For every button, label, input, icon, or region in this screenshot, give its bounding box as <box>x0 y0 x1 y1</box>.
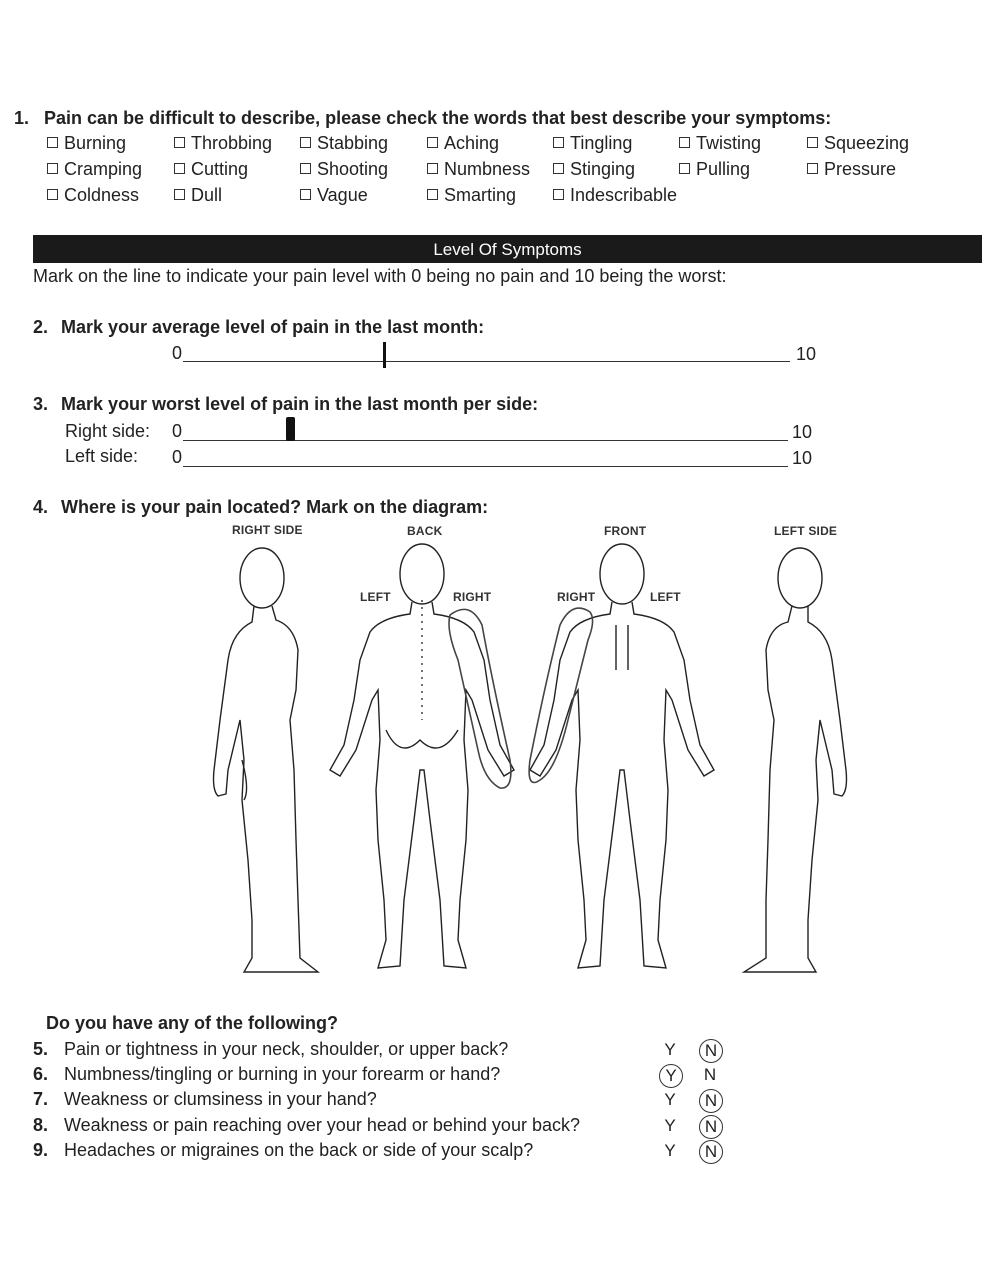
q3-number: 3. <box>33 394 49 414</box>
q1-option[interactable] <box>553 133 632 154</box>
yes-option[interactable]: Y <box>664 1141 676 1160</box>
pen-mark-back-arm <box>449 609 511 788</box>
q1-option-label: Cutting <box>191 159 249 179</box>
following-question-row <box>33 1115 733 1139</box>
q1-option[interactable] <box>47 185 139 206</box>
q2-number: 2. <box>33 317 49 337</box>
q2-scale-line[interactable] <box>183 361 790 362</box>
yes-option[interactable]: Y <box>664 1116 676 1135</box>
diagram-back-right-label: RIGHT <box>453 590 492 604</box>
q1-option-label: Aching <box>444 133 500 153</box>
q2-pain-mark <box>383 342 386 368</box>
q1-number: 1. <box>14 108 30 128</box>
q1-option[interactable] <box>679 159 750 180</box>
following-heading: Do you have any of the following? <box>46 1013 339 1033</box>
checkbox-icon[interactable] <box>427 163 438 174</box>
q1-option[interactable] <box>427 159 530 180</box>
q1-option-label: Dull <box>191 185 223 205</box>
q4-number: 4. <box>33 497 49 517</box>
q2-min-label: 0 <box>172 343 183 363</box>
q1-option-label: Tingling <box>570 133 633 153</box>
q1-option[interactable] <box>47 133 126 154</box>
q3-right-label: Right side: <box>65 421 151 441</box>
diagram-back-left-label: LEFT <box>360 590 391 604</box>
following-question-row <box>33 1039 733 1063</box>
q1-option[interactable] <box>553 185 677 206</box>
no-option[interactable]: N <box>699 1089 723 1113</box>
q1-option-label: Coldness <box>64 185 140 205</box>
checkbox-icon[interactable] <box>300 163 311 174</box>
scale-instructions: Mark on the line to indicate your pain level with 0 being no pain and 10 being the worst: <box>33 266 727 286</box>
q1-option[interactable] <box>174 133 272 154</box>
following-question-row <box>33 1140 733 1164</box>
checkbox-icon[interactable] <box>47 137 58 148</box>
question-text: Weakness or clumsiness in your hand? <box>64 1089 377 1109</box>
q1-option[interactable] <box>174 159 248 180</box>
checkbox-icon[interactable] <box>174 189 185 200</box>
q4-text: Where is your pain located? Mark on the diagram: <box>61 497 489 517</box>
q3-heading <box>33 394 538 415</box>
no-option[interactable]: N <box>699 1115 723 1139</box>
checkbox-icon[interactable] <box>47 189 58 200</box>
q3-right-min: 0 <box>172 421 183 441</box>
question-text: Weakness or pain reaching over your head or behind your back? <box>64 1115 580 1135</box>
no-option[interactable]: N <box>699 1140 723 1164</box>
q2-max-label: 10 <box>796 344 817 364</box>
q1-option[interactable] <box>300 159 388 180</box>
q1-option[interactable] <box>679 133 761 154</box>
q3-right-pain-mark <box>286 417 295 441</box>
q1-option-label: Cramping <box>64 159 143 179</box>
section-bar: Level Of Symptoms <box>33 235 982 263</box>
q1-option[interactable] <box>300 133 388 154</box>
figure-right-side <box>214 548 319 972</box>
diagram-label-right-side: RIGHT SIDE <box>232 523 303 537</box>
checkbox-icon[interactable] <box>807 137 818 148</box>
question-text: Numbness/tingling or burning in your forearm or hand? <box>64 1064 501 1084</box>
checkbox-icon[interactable] <box>427 137 438 148</box>
q1-option[interactable] <box>807 159 896 180</box>
q1-option-label: Smarting <box>444 185 517 205</box>
q1-option-label: Indescribable <box>570 185 678 205</box>
q1-option[interactable] <box>427 185 516 206</box>
q3-left-min: 0 <box>172 447 183 467</box>
q3-right-scale-line[interactable] <box>183 440 788 441</box>
q1-option-label: Pulling <box>696 159 751 179</box>
checkbox-icon[interactable] <box>553 137 564 148</box>
q1-option[interactable] <box>174 185 222 206</box>
q1-option[interactable] <box>553 159 635 180</box>
diagram-label-left-side: LEFT SIDE <box>774 524 838 538</box>
checkbox-icon[interactable] <box>427 189 438 200</box>
q1-option[interactable] <box>807 133 909 154</box>
q1-option-label: Numbness <box>444 159 531 179</box>
diagram-label-back: BACK <box>407 524 443 538</box>
q1-option-label: Vague <box>317 185 368 205</box>
following-question-row <box>33 1064 733 1088</box>
diagram-front-left-label: LEFT <box>650 590 681 604</box>
question-number: 9. <box>33 1140 49 1160</box>
q1-option-label: Stinging <box>570 159 636 179</box>
checkbox-icon[interactable] <box>679 137 690 148</box>
q1-option[interactable] <box>47 159 142 180</box>
q1-option-label: Twisting <box>696 133 762 153</box>
q4-heading <box>33 497 488 518</box>
yes-option[interactable]: Y <box>664 1040 676 1059</box>
pen-mark-front-arm <box>529 608 592 782</box>
q1-option-label: Burning <box>64 133 127 153</box>
yes-option[interactable]: Y <box>664 1090 676 1109</box>
q2-text: Mark your average level of pain in the last month: <box>61 317 485 337</box>
no-option[interactable]: N <box>703 1065 717 1084</box>
q1-option[interactable] <box>300 185 368 206</box>
q1-heading <box>14 108 831 129</box>
q3-left-scale-line[interactable] <box>183 466 788 467</box>
figure-back <box>330 544 514 968</box>
checkbox-icon[interactable] <box>807 163 818 174</box>
diagram-front-right-label: RIGHT <box>557 590 596 604</box>
question-number: 7. <box>33 1089 49 1109</box>
no-option[interactable]: N <box>699 1039 723 1063</box>
q1-text: Pain can be difficult to describe, please check the words that best describe your symptoms: <box>44 108 832 128</box>
question-text: Headaches or migraines on the back or side of your scalp? <box>64 1140 534 1160</box>
checkbox-icon[interactable] <box>679 163 690 174</box>
question-number: 5. <box>33 1039 49 1059</box>
checkbox-icon[interactable] <box>300 189 311 200</box>
question-text: Pain or tightness in your neck, shoulder, or upper back? <box>64 1039 509 1059</box>
checkbox-icon[interactable] <box>174 163 185 174</box>
q1-option-label: Squeezing <box>824 133 910 153</box>
q3-left-max: 10 <box>792 448 813 468</box>
checkbox-icon[interactable] <box>47 163 58 174</box>
question-number: 8. <box>33 1115 49 1135</box>
checkbox-icon[interactable] <box>300 137 311 148</box>
checkbox-icon[interactable] <box>174 137 185 148</box>
q1-option-label: Throbbing <box>191 133 273 153</box>
diagram-label-front: FRONT <box>604 524 647 538</box>
q3-left-label: Left side: <box>65 446 139 466</box>
q2-heading <box>33 317 484 338</box>
checkbox-icon[interactable] <box>553 163 564 174</box>
figure-left-side <box>744 548 847 972</box>
q1-option[interactable] <box>427 133 499 154</box>
body-diagram[interactable] <box>190 540 880 985</box>
q1-option-label: Shooting <box>317 159 389 179</box>
question-number: 6. <box>33 1064 49 1084</box>
q3-text: Mark your worst level of pain in the last month per side: <box>61 394 539 414</box>
q1-option-label: Pressure <box>824 159 897 179</box>
q1-option-label: Stabbing <box>317 133 389 153</box>
yes-option[interactable]: Y <box>659 1064 683 1088</box>
q3-right-max: 10 <box>792 422 813 442</box>
following-question-row <box>33 1089 733 1113</box>
checkbox-icon[interactable] <box>553 189 564 200</box>
